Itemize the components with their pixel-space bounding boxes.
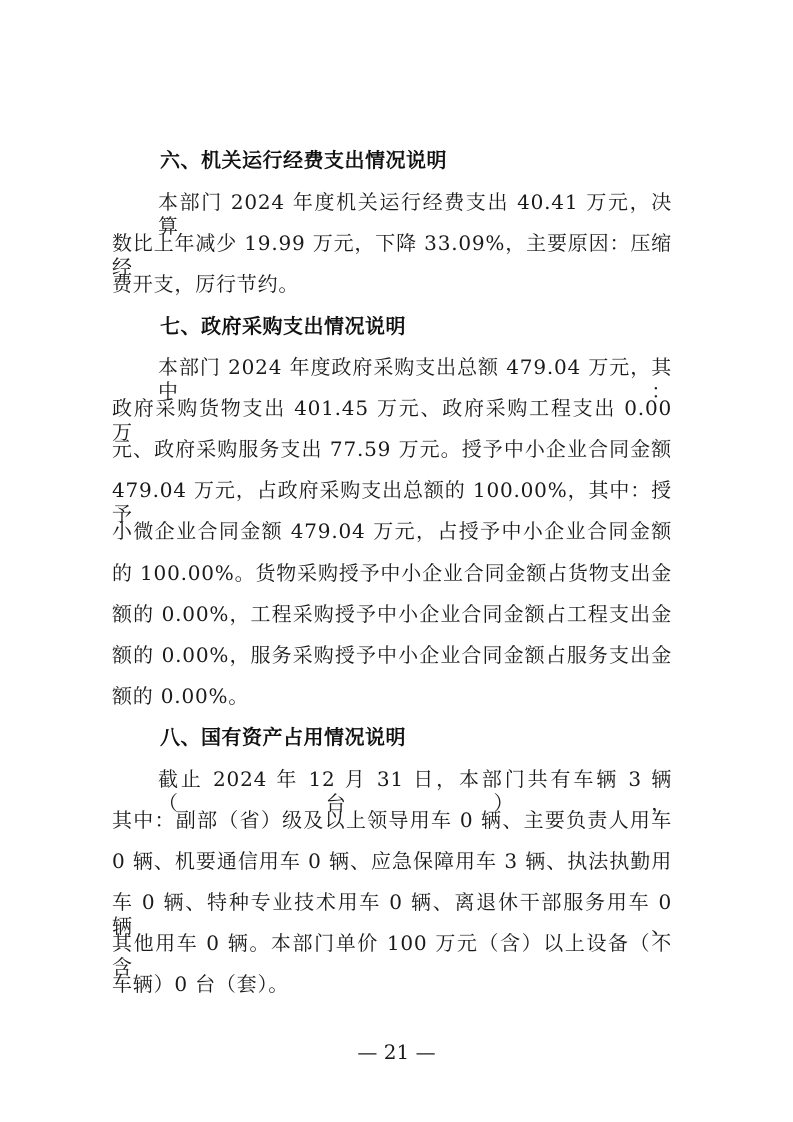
- section-8-line-6: 车辆）0 台（套）。: [112, 972, 290, 996]
- section-6-line-1: 本部门 2024 年度机关运行经费支出 40.41 万元，决算: [158, 190, 672, 238]
- section-7-line-9: 额的 0.00%。: [112, 684, 250, 708]
- section-8-line-5: 其他用车 0 辆。本部门单价 100 万元（含）以上设备（不含: [112, 931, 672, 979]
- section-7-line-1: 本部门 2024 年度政府采购支出总额 479.04 万元，其中：: [158, 355, 672, 403]
- section-7-line-7: 额的 0.00%，工程采购授予中小企业合同金额占工程支出金: [112, 602, 672, 626]
- section-8-line-4: 车 0 辆、特种专业技术用车 0 辆、离退休干部服务用车 0 辆、: [112, 890, 672, 938]
- section-7-line-5: 小微企业合同金额 479.04 万元，占授予中小企业合同金额: [112, 519, 672, 543]
- section-7-line-8: 额的 0.00%，服务采购授予中小企业合同金额占服务支出金: [112, 643, 672, 667]
- section-6-heading: 六、机关运行经费支出情况说明: [160, 148, 447, 172]
- section-8-line-2: 其中：副部（省）级及以上领导用车 0 辆、主要负责人用车: [112, 808, 672, 832]
- section-8-line-1: 截止 2024 年 12 月 31 日，本部门共有车辆 3 辆（台），: [158, 767, 672, 815]
- page-number: — 21 —: [357, 1040, 436, 1064]
- section-7-line-4: 479.04 万元，占政府采购支出总额的 100.00%，其中：授予: [112, 478, 672, 526]
- section-7-line-2: 政府采购货物支出 401.45 万元、政府采购工程支出 0.00 万: [112, 396, 672, 444]
- section-8-heading: 八、国有资产占用情况说明: [160, 725, 406, 749]
- section-7-line-6: 的 100.00%。货物采购授予中小企业合同金额占货物支出金: [112, 561, 672, 585]
- section-7-line-3: 元、政府采购服务支出 77.59 万元。授予中小企业合同金额: [112, 437, 672, 461]
- section-8-line-3: 0 辆、机要通信用车 0 辆、应急保障用车 3 辆、执法执勤用: [112, 849, 672, 873]
- section-7-heading: 七、政府采购支出情况说明: [160, 314, 406, 338]
- section-6-line-3: 费开支，厉行节约。: [112, 272, 300, 296]
- section-6-line-2: 数比上年减少 19.99 万元，下降 33.09%，主要原因：压缩经: [112, 231, 672, 279]
